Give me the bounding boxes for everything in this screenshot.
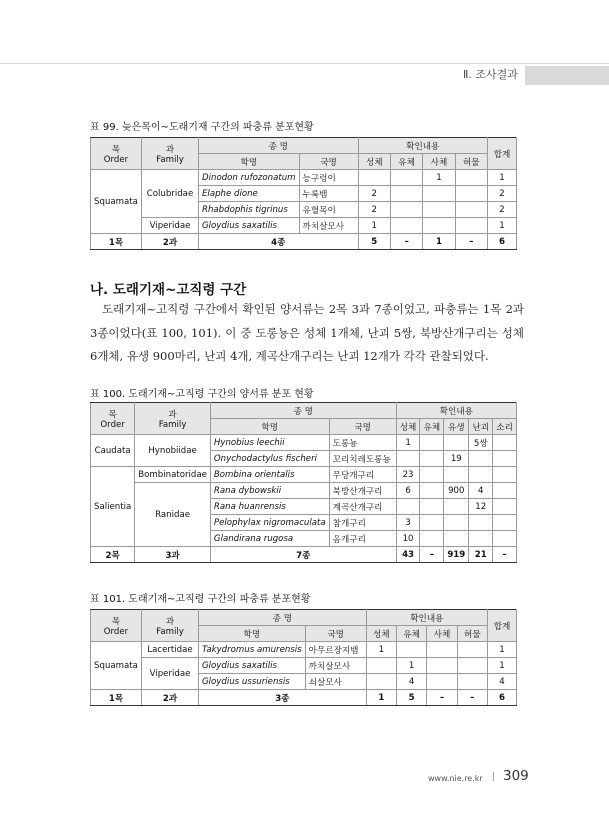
col-header: 사체 (427, 626, 457, 642)
family-header: 과 Family (135, 403, 211, 435)
order-cell: Salientia (91, 467, 135, 547)
table-row: Onychodactylus fischeri 꼬리치레도롱뇽 19 (91, 451, 517, 467)
kor-header: 국명 (299, 154, 358, 170)
table100-caption: 표 100. 도래기재~고직령 구간의 양서류 분포 현황 (90, 389, 314, 400)
col-header: 소리 (493, 419, 517, 435)
confirm-header: 확인내용 (358, 138, 487, 154)
table100 (90, 402, 517, 563)
order-header: 목 Order (91, 610, 142, 642)
table-row: Viperidae Gloydius saxatilis 까치살모사 1 1 (91, 658, 517, 674)
kor-header: 국명 (329, 419, 396, 435)
species-header: 종 명 (199, 138, 359, 154)
col-header: 유생 (444, 419, 469, 435)
family-header: 과 Family (142, 610, 199, 642)
total-row: 1목 2과 3종 1 5 – – 6 (91, 690, 517, 706)
total-row: 1목 2과 4종 5 – 1 – 6 (91, 234, 517, 250)
table101-caption: 표 101. 도래기재~고직령 구간의 파충류 분포현황 (90, 594, 311, 605)
table-row: Squamata Lacertidae Takydromus amurensis 아무르장지뱀 1 1 (91, 642, 517, 658)
page-number: 309 (503, 768, 529, 784)
family-header: 과 Family (142, 138, 199, 170)
species-header: 종 명 (199, 610, 367, 626)
table-row: Ranidae Rana dybowskii 북방산개구리 6 900 4 (91, 483, 517, 499)
table-row: Rana huanrensis 계곡산개구리 12 (91, 499, 517, 515)
family-cell: Colubridae (142, 170, 199, 218)
family-cell: Viperidae (142, 218, 199, 234)
table101 (90, 609, 517, 706)
sci-header: 학명 (199, 154, 300, 170)
table-row: Pelophylax nigromaculata 참개구리 3 (91, 515, 517, 531)
total-row: 2목 3과 7종 43 – 919 21 – (91, 547, 517, 563)
table-row: Caudata Hynobiidae Hynobius leechii 도롱뇽 1 5쌍 (91, 435, 517, 451)
col-header: 허물 (455, 154, 487, 170)
sci-header: 학명 (210, 419, 329, 435)
chapter-tab (525, 66, 609, 85)
confirm-header: 확인내용 (366, 610, 487, 626)
kor-header: 국명 (305, 626, 366, 642)
table-row: Glandirana rugosa 옴개구리 10 (91, 531, 517, 547)
family-cell: Bombinatoridae (135, 467, 211, 483)
family-cell: Hynobiidae (135, 435, 211, 467)
family-cell: Ranidae (135, 483, 211, 547)
section-title: 나. 도래기재~고직령 구간 (90, 282, 247, 298)
col-header: 성체 (396, 419, 420, 435)
header-rule (0, 63, 609, 64)
confirm-header: 확인내용 (396, 403, 516, 419)
footer-separator: | (492, 772, 496, 782)
family-cell: Lacertidae (142, 642, 199, 658)
col-header: 유체 (390, 154, 422, 170)
table-row: Gloydius ussuriensis 쇠살모사 4 4 (91, 674, 517, 690)
order-cell: Squamata (91, 642, 142, 690)
table-row: Elaphe dione 누룩뱀 2 2 (91, 186, 517, 202)
col-header: 난괴 (469, 419, 493, 435)
col-header: 유체 (420, 419, 444, 435)
col-header: 성체 (366, 626, 396, 642)
chapter-label: Ⅱ. 조사결과 (463, 68, 518, 81)
sci-header: 학명 (199, 626, 306, 642)
footer-url: www.nie.re.kr (428, 774, 483, 783)
species-header: 종 명 (210, 403, 396, 419)
order-cell: Squamata (91, 170, 142, 234)
col-header: 성체 (358, 154, 390, 170)
col-header: 사체 (423, 154, 455, 170)
table-row: Viperidae Gloydius saxatilis 까치살모사 1 1 (91, 218, 517, 234)
total-header: 합계 (488, 138, 517, 170)
table-row: Rhabdophis tigrinus 유혈목이 2 2 (91, 202, 517, 218)
table-row: Squamata Colubridae Dinodon rufozonatum 능구렁이 1 1 (91, 170, 517, 186)
order-header: 목 Order (91, 403, 135, 435)
table-row: Salientia Bombinatoridae Bombina orientalis 무당개구리 23 (91, 467, 517, 483)
col-header: 허물 (457, 626, 487, 642)
order-header: 목 Order (91, 138, 142, 170)
family-cell: Viperidae (142, 658, 199, 690)
table99 (90, 137, 517, 250)
order-cell: Caudata (91, 435, 135, 467)
total-header: 합계 (488, 610, 517, 642)
col-header: 유체 (396, 626, 426, 642)
table99-caption: 표 99. 늦은목이~도래기재 구간의 파충류 분포현황 (90, 122, 314, 133)
body-paragraph: 도래기재~고직령 구간에서 확인된 양서류는 2목 3과 7종이었고, 파충류는 1목 2과 3종이었다(표 100, 101). 이 중 도롱뇽은 성체 1개체, 난괴 5쌍, 북방산개구리는 성체 6개체, 유생 900마리, 난괴 4개, 계곡산개구리는 난괴 12개가 각각 관찰되었다. (90, 302, 524, 363)
